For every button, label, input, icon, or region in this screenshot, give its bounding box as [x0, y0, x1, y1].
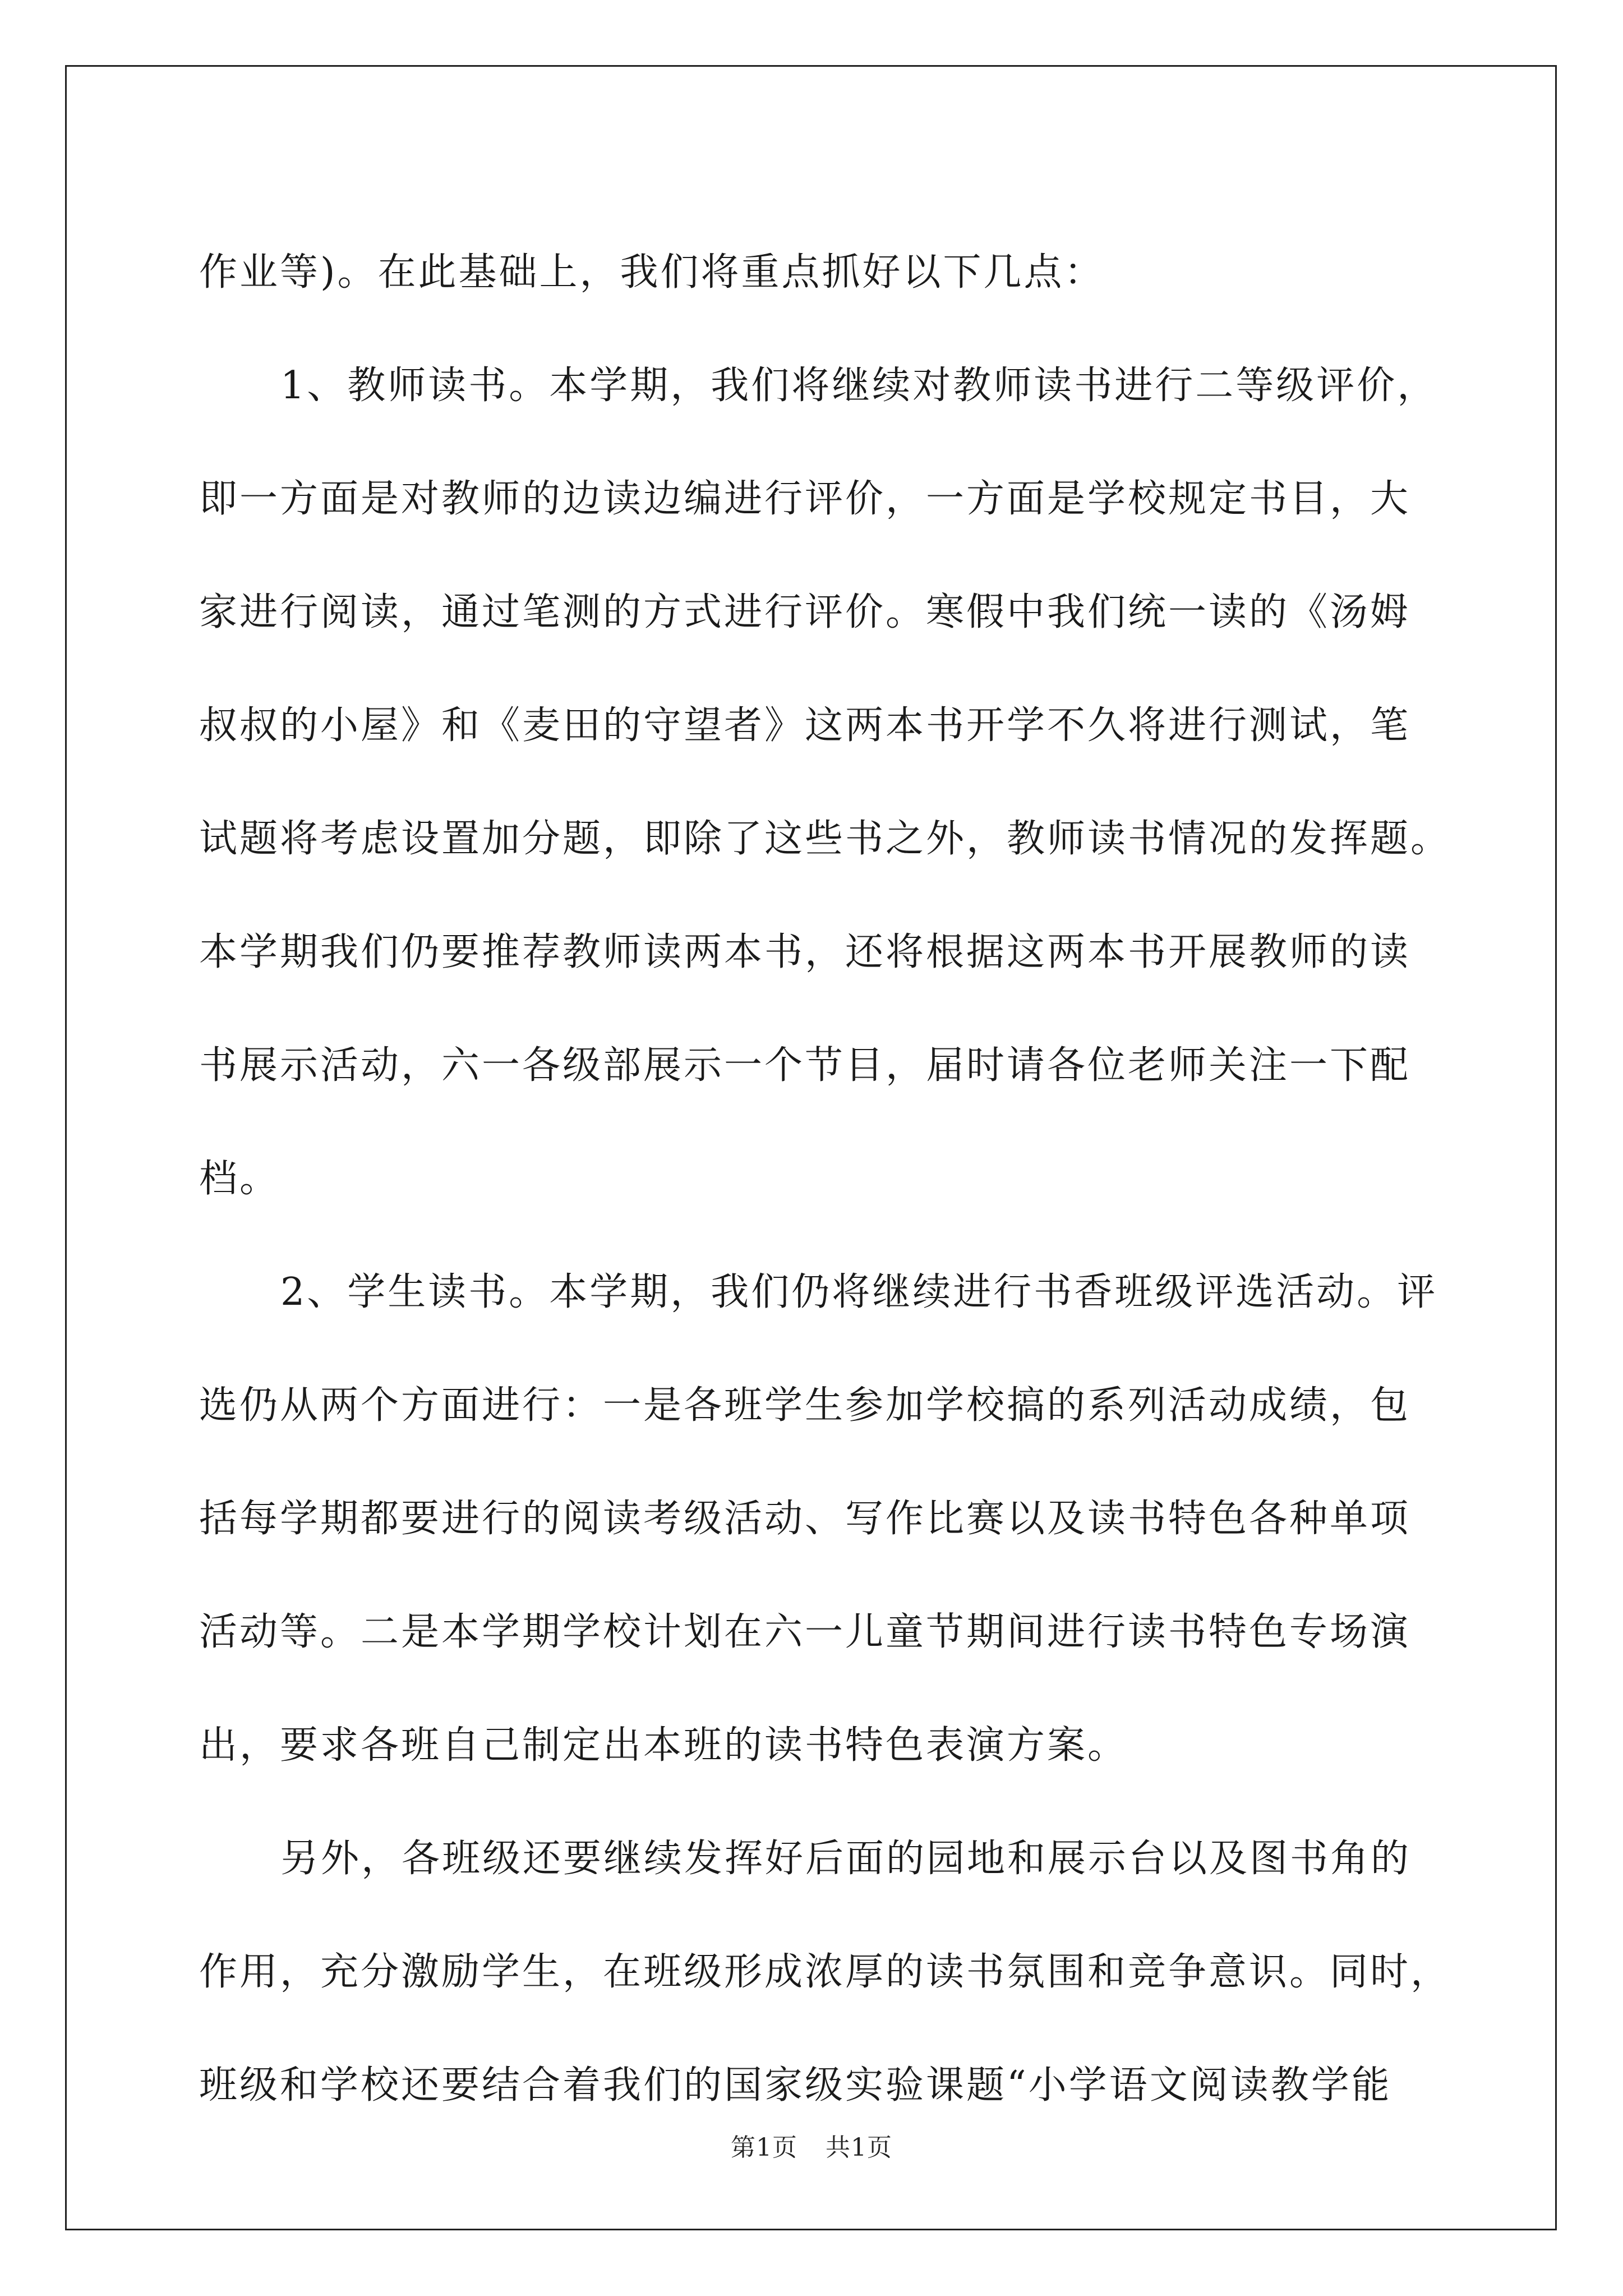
text-line: 试题将考虑设置加分题，即除了这些书之外，教师读书情况的发挥题。	[199, 817, 1451, 861]
text-line: 书展示活动，六一各级部展示一个节目，届时请各位老师关注一下配	[199, 1043, 1411, 1088]
text-line: 作用，充分激励学生，在班级形成浓厚的读书氛围和竞争意识。同时，	[199, 1950, 1451, 1994]
page-footer	[0, 2127, 1623, 2163]
text-line: 另外，各班级还要继续发挥好后面的园地和展示台以及图书角的	[280, 1837, 1412, 1881]
text-line: 2、学生读书。本学期，我们仍将继续进行书香班级评选活动。评	[280, 1270, 1438, 1314]
text-line: 选仍从两个方面进行：一是各班学生参加学校搞的系列活动成绩，包	[199, 1383, 1411, 1428]
text-line: 叔叔的小屋》和《麦田的守望者》这两本书开学不久将进行测试，笔	[199, 703, 1411, 748]
text-line: 括每学期都要进行的阅读考级活动、写作比赛以及读书特色各种单项	[199, 1497, 1411, 1541]
text-line: 家进行阅读，通过笔测的方式进行评价。寒假中我们统一读的《汤姆	[199, 590, 1411, 634]
text-line: 档。	[199, 1157, 280, 1201]
text-line: 活动等。二是本学期学校计划在六一儿童节期间进行读书特色专场演	[199, 1610, 1411, 1654]
text-line: 出，要求各班自己制定出本班的读书特色表演方案。	[199, 1723, 1128, 1768]
document-body	[199, 216, 1451, 2142]
text-line: 即一方面是对教师的边读边编进行评价，一方面是学校规定书目，大	[199, 477, 1411, 521]
page-number: 第1页	[731, 2133, 797, 2162]
text-line: 本学期我们仍要推荐教师读两本书，还将根据这两本书开展教师的读	[199, 930, 1411, 974]
text-line: 班级和学校还要结合着我们的国家级实验课题“小学语文阅读教学能	[199, 2063, 1392, 2108]
page-total: 共1页	[826, 2133, 892, 2162]
text-line: 作业等)。在此基础上，我们将重点抓好以下几点：	[199, 250, 1105, 295]
text-line: 1、教师读书。本学期，我们将继续对教师读书进行二等级评价，	[280, 364, 1438, 408]
